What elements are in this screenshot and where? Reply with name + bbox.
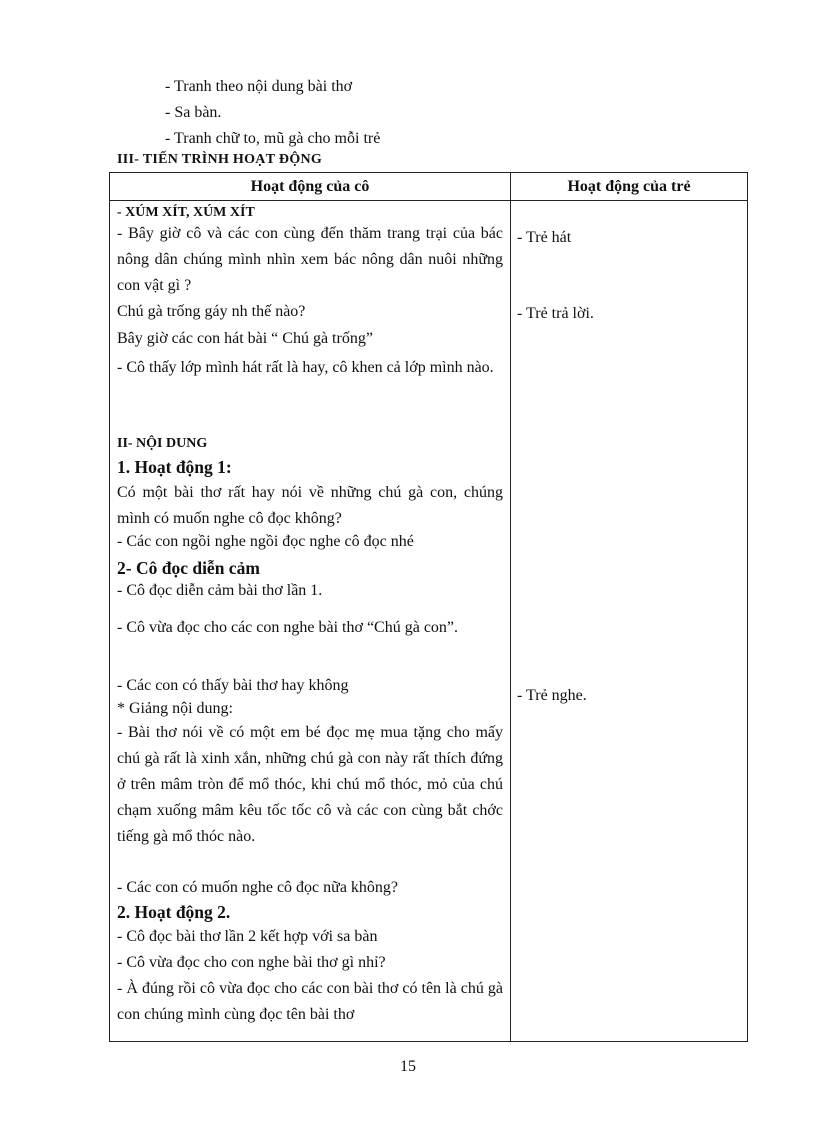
reading-paragraph: * Giảng nội dung:: [117, 700, 233, 717]
intro-paragraph: Bây giờ các con hát bài “ Chú gà trống”: [117, 330, 373, 347]
material-item: - Tranh chữ to, mũ gà cho mỗi trẻ: [165, 130, 381, 147]
reading-paragraph: - Các con có muốn nghe cô đọc nữa không?: [117, 879, 399, 896]
reading-heading: 2- Cô đọc diễn cảm: [117, 558, 260, 578]
material-item: - Sa bàn.: [165, 104, 222, 121]
section-title: III- TIẾN TRÌNH HOẠT ĐỘNG: [117, 152, 323, 167]
reading-paragraph: - Cô đọc diễn cảm bài thơ lần 1.: [117, 582, 323, 599]
reading-paragraph: - Cô vừa đọc cho các con nghe bài thơ “Chú gà con”.: [117, 619, 459, 636]
intro-paragraph: - Bây giờ cô và các con cùng đến thăm trang trại của bác nông dân chúng mình nhìn xem bác nông dân nuôi những con vật gì ?: [117, 225, 503, 294]
header-child-activity: Hoạt động của trẻ: [511, 173, 748, 201]
activity-table: [109, 172, 748, 1042]
intro-heading: - XÚM XÍT, XÚM XÍT: [117, 205, 255, 220]
material-item: - Tranh theo nội dung bài thơ: [165, 78, 353, 95]
content-heading: II- NỘI DUNG: [117, 436, 208, 451]
activity-2-paragraph: - Cô đọc bài thơ lần 2 kết hợp với sa bàn: [117, 928, 378, 945]
child-response: - Trẻ trả lời.: [517, 305, 594, 322]
child-response: - Trẻ nghe.: [517, 687, 587, 704]
activity-1-paragraph: Có một bài thơ rất hay nói về những chú gà con, chúng mình có muốn nghe cô đọc không?: [117, 484, 503, 527]
activity-2-heading: 2. Hoạt động 2.: [117, 902, 231, 922]
child-activity-cell: [511, 201, 748, 1042]
activity-1-heading: 1. Hoạt động 1:: [117, 457, 232, 477]
intro-paragraph: Chú gà trống gáy nh thế nào?: [117, 303, 306, 320]
activity-2-paragraph: - À đúng rồi cô vừa đọc cho các con bài thơ có tên là chú gà con chúng mình cùng đọc tên bài thơ: [117, 980, 503, 1023]
child-response: - Trẻ hát: [517, 229, 572, 246]
intro-paragraph: - Cô thấy lớp mình hát rất là hay, cô khen cả lớp mình nào.: [117, 359, 494, 376]
activity-2-paragraph: - Cô vừa đọc cho con nghe bài thơ gì nhỉ?: [117, 954, 386, 971]
page-number: 15: [400, 1058, 416, 1075]
header-teacher-activity: Hoạt động của cô: [110, 173, 511, 201]
reading-paragraph: - Các con có thấy bài thơ hay không: [117, 677, 349, 694]
reading-paragraph: - Bài thơ nói về có một em bé đọc mẹ mua tặng cho mấy chú gà rất là xinh xắn, những chú gà con này rất thích đứng ở trên mâm tròn để mổ thóc, khi chú mổ thóc, mỏ của chú chạm xuống mâm kêu tốc tốc cô và các con cùng bắt chớc tiếng gà mổ thóc nào.: [117, 724, 503, 845]
teacher-activity-cell: [110, 201, 511, 1042]
activity-1-paragraph: - Các con ngồi nghe ngồi đọc nghe cô đọc nhé: [117, 533, 414, 550]
